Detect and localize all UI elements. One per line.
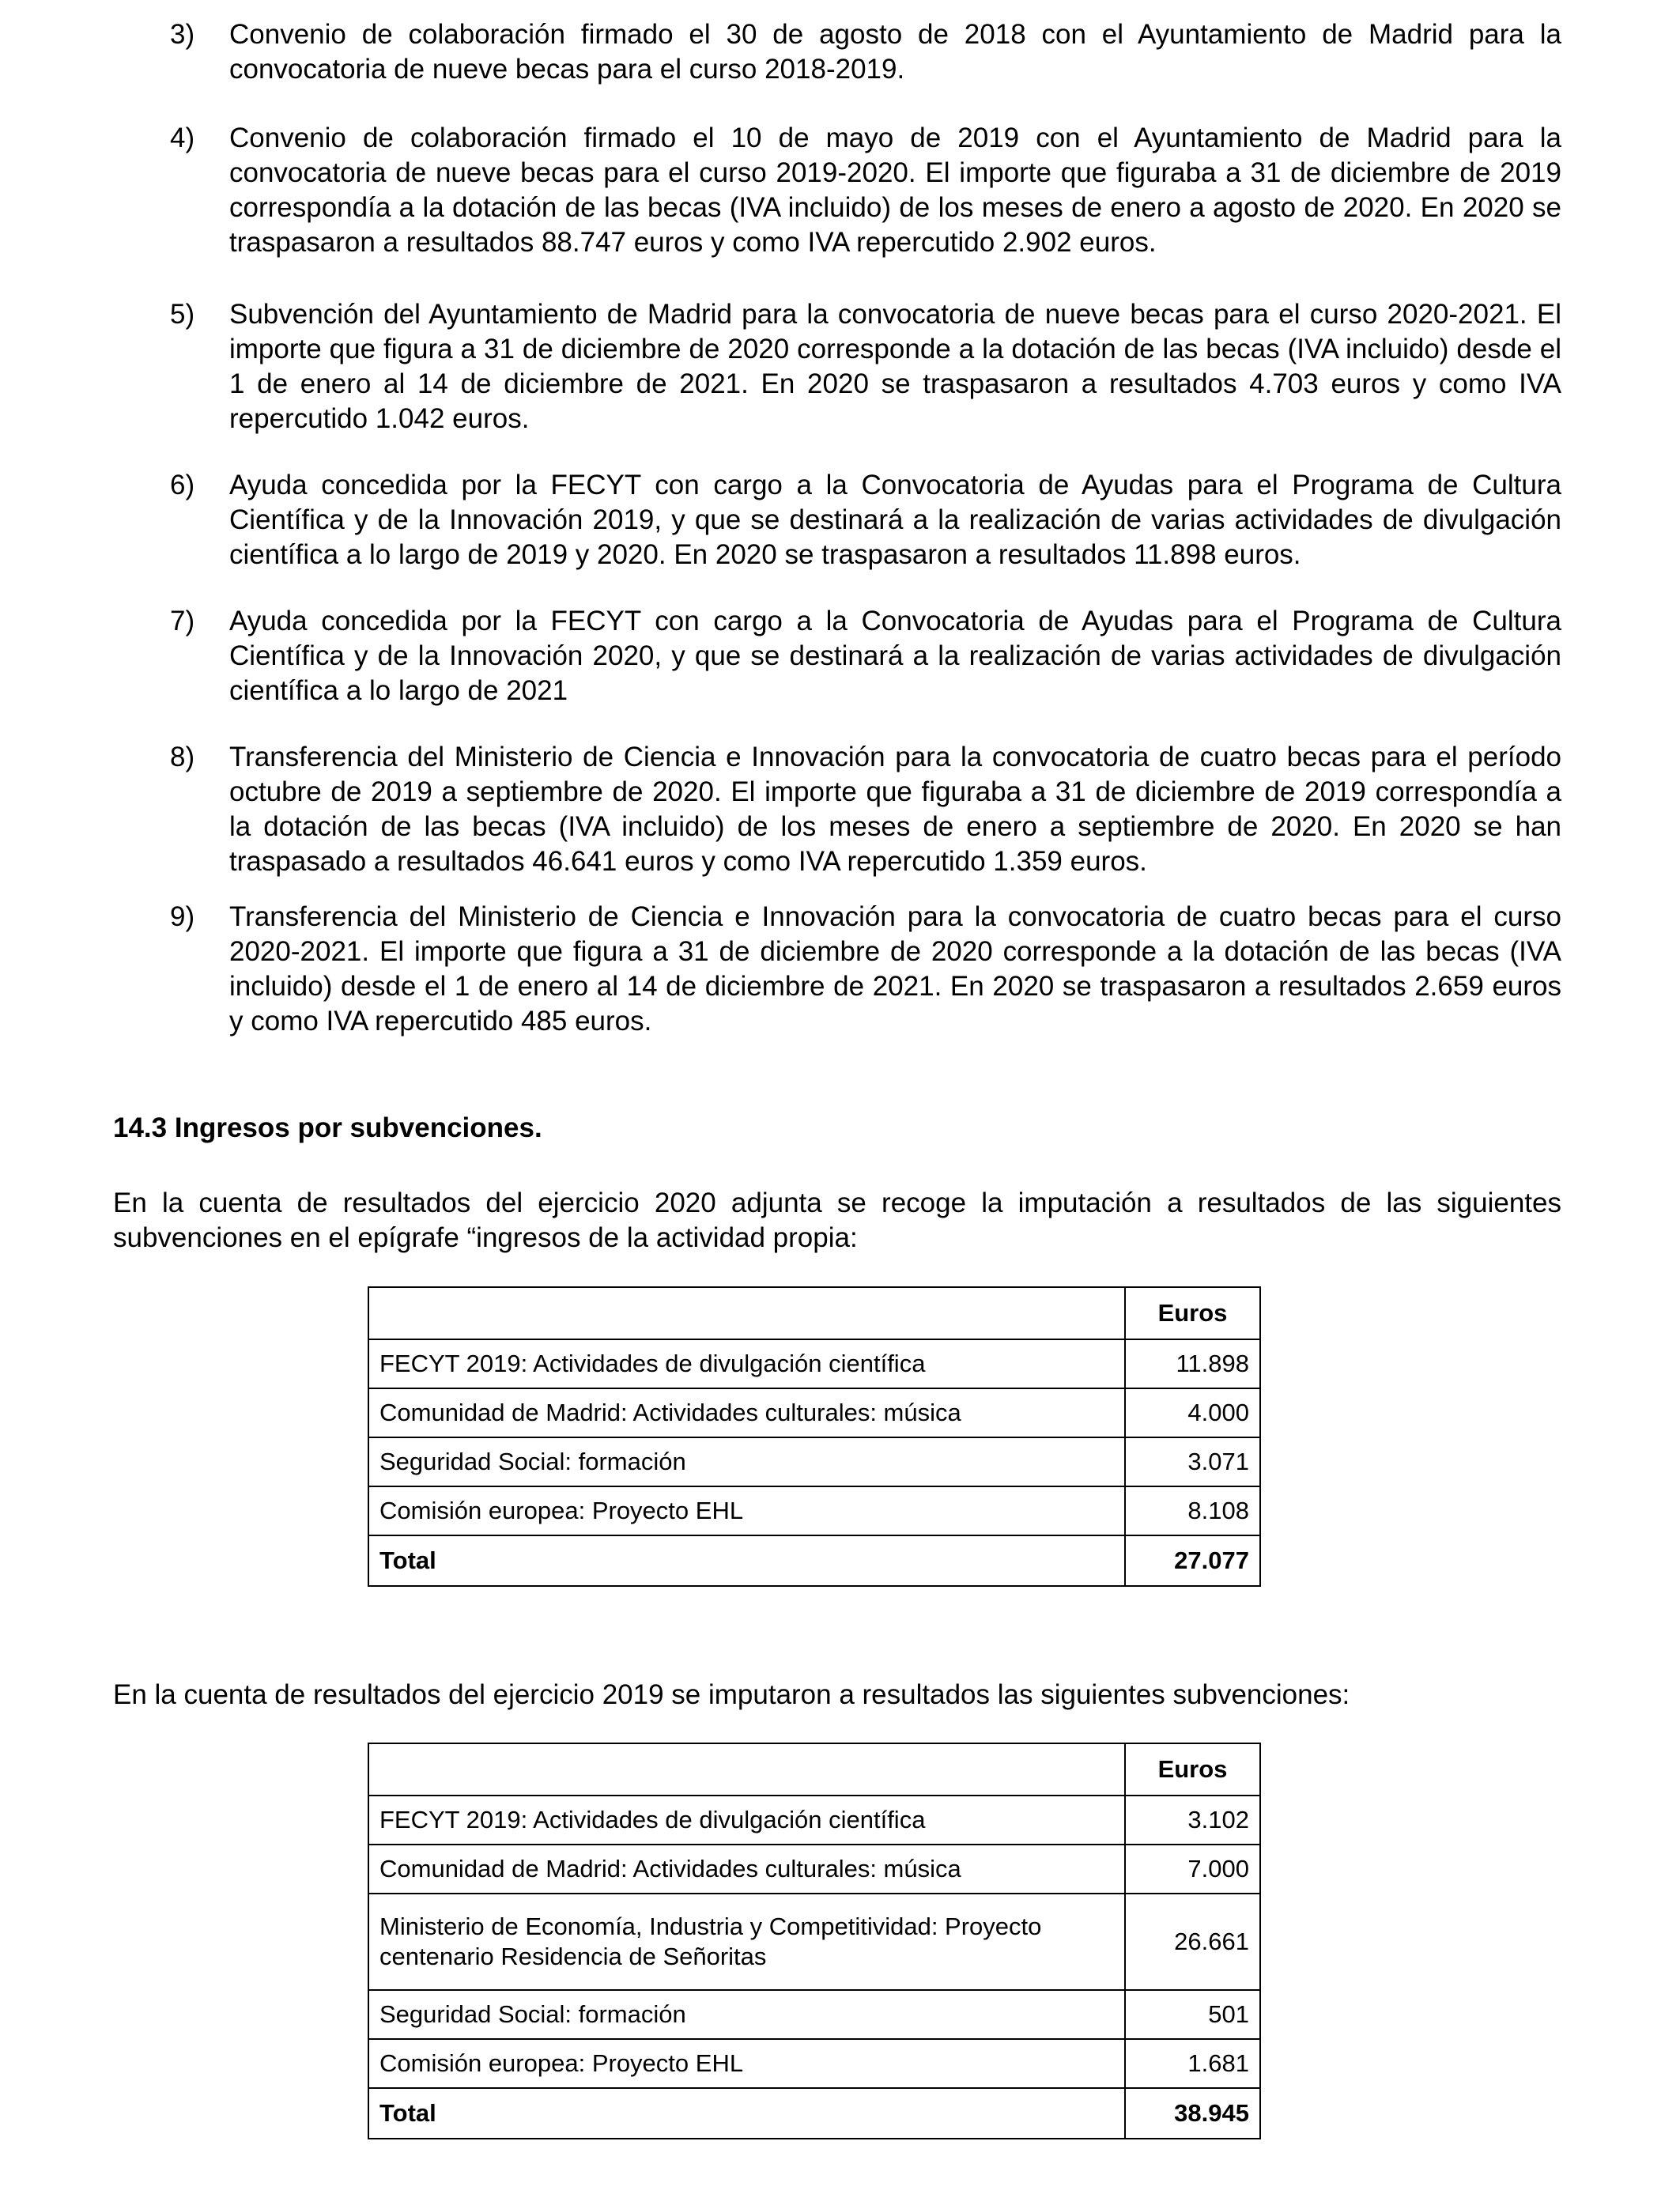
- grant-notes-list: [170, 17, 1561, 1039]
- item-text: Subvención del Ayuntamiento de Madrid para la convocatoria de nueve becas para el curso 2020-2021. El importe que figura a 31 de diciembre de 2020 corresponde a la dotación de las becas (IVA incluido) desde el 1 de enero al 14 de diciembre de 2021. En 2020 se traspasaron a resultados 4.703 euros y como IVA repercutido 1.042 euros.: [229, 299, 1561, 434]
- list-item: [170, 468, 1561, 572]
- row-label: Seguridad Social: formación: [368, 1437, 1125, 1486]
- intro-2020: En la cuenta de resultados del ejercicio 2020 adjunta se recoge la imputación a resultados de las siguientes subvenciones en el epígrafe “ingresos de la actividad propia:: [113, 1188, 1561, 1253]
- item-number: 7): [170, 606, 195, 636]
- table-row: [368, 1388, 1260, 1437]
- item-number: 6): [170, 470, 195, 500]
- table-row: [368, 1990, 1260, 2039]
- header-blank-cell: [368, 1287, 1125, 1339]
- row-value: 3.071: [1125, 1437, 1260, 1486]
- item-number: 4): [170, 123, 195, 153]
- total-label: Total: [368, 1535, 1125, 1586]
- table-row: [368, 1437, 1260, 1486]
- total-label: Total: [368, 2088, 1125, 2139]
- row-value: 8.108: [1125, 1486, 1260, 1535]
- row-label: Comisión europea: Proyecto EHL: [368, 2039, 1125, 2088]
- item-text: Convenio de colaboración firmado el 30 de agosto de 2018 con el Ayuntamiento de Madrid para la convocatoria de nueve becas para el curso 2018-2019.: [229, 19, 1561, 85]
- item-text: Transferencia del Ministerio de Ciencia e Innovación para la convocatoria de cuatro becas para el curso 2020-2021. El importe que figura a 31 de diciembre de 2020 corresponde a la dotación de las becas (IVA incluido) desde el 1 de enero al 14 de diciembre de 2021. En 2020 se traspasaron a resultados 2.659 euros y como IVA repercutido 485 euros.: [229, 901, 1561, 1037]
- item-number: 9): [170, 901, 195, 932]
- row-label: Comunidad de Madrid: Actividades culturales: música: [368, 1845, 1125, 1894]
- item-text: Convenio de colaboración firmado el 10 de mayo de 2019 con el Ayuntamiento de Madrid para la convocatoria de nueve becas para el curso 2019-2020. El importe que figuraba a 31 de diciembre de 2019 correspondía a la dotación de las becas (IVA incluido) de los meses de enero a agosto de 2020. En 2020 se traspasaron a resultados 88.747 euros y como IVA repercutido 2.902 euros.: [229, 123, 1561, 258]
- list-item: [170, 604, 1561, 708]
- header-blank-cell: [368, 1743, 1125, 1796]
- table-row: [368, 1486, 1260, 1535]
- row-value: 7.000: [1125, 1845, 1260, 1894]
- item-number: 3): [170, 19, 195, 50]
- row-value: 1.681: [1125, 2039, 1260, 2088]
- table-row: [368, 2039, 1260, 2088]
- row-value: 4.000: [1125, 1388, 1260, 1437]
- item-text: Ayuda concedida por la FECYT con cargo a la Convocatoria de Ayudas para el Programa de Cultura Científica y de la Innovación 2019, y que se destinará a la realización de varias actividades de divulgación científica a lo largo de 2019 y 2020. En 2020 se traspasaron a resultados 11.898 euros.: [229, 470, 1561, 570]
- total-value: 27.077: [1125, 1535, 1260, 1586]
- item-text: Transferencia del Ministerio de Ciencia e Innovación para la convocatoria de cuatro becas para el período octubre de 2019 a septiembre de 2020. El importe que figuraba a 31 de diciembre de 2019 correspondía a la dotación de las becas (IVA incluido) de los meses de enero a septiembre de 2020. En 2020 se han traspasado a resultados 46.641 euros y como IVA repercutido 1.359 euros.: [229, 742, 1561, 877]
- table-row: [368, 1339, 1260, 1388]
- table-row: [368, 1894, 1260, 1990]
- row-label: FECYT 2019: Actividades de divulgación científica: [368, 1796, 1125, 1845]
- section-heading: 14.3 Ingresos por subvenciones.: [113, 1112, 542, 1143]
- table-row: [368, 1796, 1260, 1845]
- intro-2019: En la cuenta de resultados del ejercicio 2019 se imputaron a resultados las siguientes subvenciones:: [113, 1679, 1350, 1710]
- row-value: 501: [1125, 1990, 1260, 2039]
- table-header-row: [368, 1287, 1260, 1339]
- row-label: FECYT 2019: Actividades de divulgación científica: [368, 1339, 1125, 1388]
- row-value: 26.661: [1125, 1894, 1260, 1990]
- row-value: 11.898: [1125, 1339, 1260, 1388]
- row-label: Seguridad Social: formación: [368, 1990, 1125, 2039]
- list-item: [170, 297, 1561, 436]
- row-value: 3.102: [1125, 1796, 1260, 1845]
- list-item: [170, 740, 1561, 879]
- item-number: 5): [170, 299, 195, 330]
- total-row: [368, 1535, 1260, 1586]
- total-row: [368, 2088, 1260, 2139]
- subsidies-table-2020: [368, 1286, 1261, 1587]
- subsidies-table-2019: [368, 1743, 1261, 2139]
- column-header-euros: Euros: [1125, 1287, 1260, 1339]
- item-text: Ayuda concedida por la FECYT con cargo a la Convocatoria de Ayudas para el Programa de Cultura Científica y de la Innovación 2020, y que se destinará a la realización de varias actividades de divulgación científica a lo largo de 2021: [229, 606, 1561, 706]
- total-value: 38.945: [1125, 2088, 1260, 2139]
- list-item: [170, 17, 1561, 87]
- column-header-euros: Euros: [1125, 1743, 1260, 1796]
- row-label: Comisión europea: Proyecto EHL: [368, 1486, 1125, 1535]
- row-label: Ministerio de Economía, Industria y Competitividad: Proyecto centenario Residencia de Señoritas: [368, 1894, 1125, 1990]
- table-row: [368, 1845, 1260, 1894]
- row-label: Comunidad de Madrid: Actividades culturales: música: [368, 1388, 1125, 1437]
- list-item: [170, 121, 1561, 260]
- list-item: [170, 900, 1561, 1039]
- table-header-row: [368, 1743, 1260, 1796]
- item-number: 8): [170, 742, 195, 772]
